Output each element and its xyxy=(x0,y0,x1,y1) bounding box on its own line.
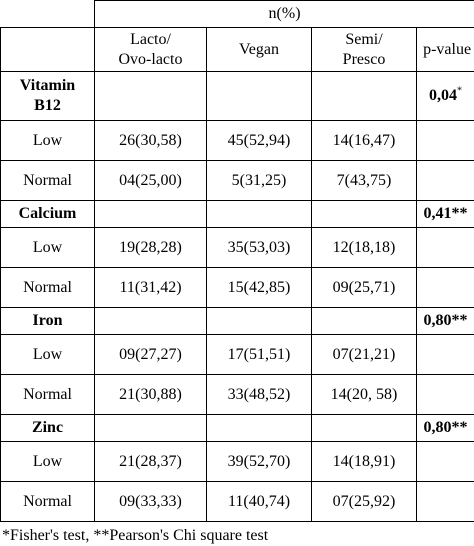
cell-semi: 09(25,71) xyxy=(312,268,417,308)
table-row xyxy=(1,482,474,522)
empty-cell xyxy=(95,72,207,121)
pvalue-vitamin-b12 xyxy=(417,72,474,121)
col-header-pvalue-label: p-value xyxy=(423,41,471,58)
group-name-line1: Vitamin xyxy=(1,76,94,96)
pvalue-calcium: 0,41** xyxy=(417,201,474,228)
row-label: Normal xyxy=(1,482,95,522)
empty-cell xyxy=(417,161,474,201)
empty-cell xyxy=(417,268,474,308)
row-label: Normal xyxy=(1,375,95,415)
group-name-iron: Iron xyxy=(1,308,95,335)
group-name-calcium: Calcium xyxy=(1,201,95,228)
group-name-vitamin-b12 xyxy=(1,72,95,121)
cell-vegan: 45(52,94) xyxy=(207,121,312,161)
group-row-zinc xyxy=(1,415,474,442)
empty-cell xyxy=(312,72,417,121)
empty-cell xyxy=(95,201,207,228)
col-header-semi xyxy=(312,28,417,72)
empty-cell xyxy=(207,415,312,442)
col-header-vegan xyxy=(207,28,312,72)
table-row xyxy=(1,375,474,415)
cell-lacto: 09(33,33) xyxy=(95,482,207,522)
cell-vegan: 39(52,70) xyxy=(207,442,312,482)
cell-vegan: 11(40,74) xyxy=(207,482,312,522)
cell-vegan: 5(31,25) xyxy=(207,161,312,201)
cell-vegan: 15(42,85) xyxy=(207,268,312,308)
empty-cell xyxy=(207,201,312,228)
empty-cell xyxy=(417,375,474,415)
col-header-pvalue xyxy=(417,28,474,72)
cell-lacto: 04(25,00) xyxy=(95,161,207,201)
cell-vegan: 35(53,03) xyxy=(207,228,312,268)
empty-cell xyxy=(417,121,474,161)
pvalue-zinc: 0,80** xyxy=(417,415,474,442)
col-header-semi-line2: Presco xyxy=(312,50,416,70)
empty-cell xyxy=(417,442,474,482)
row-label: Low xyxy=(1,442,95,482)
pvalue-text: 0,04 xyxy=(429,87,457,104)
col-header-semi-line1: Semi/ xyxy=(312,30,416,50)
cell-semi: 14(20, 58) xyxy=(312,375,417,415)
cell-lacto: 09(27,27) xyxy=(95,335,207,375)
row-label: Low xyxy=(1,121,95,161)
row-label: Normal xyxy=(1,161,95,201)
cell-vegan: 33(48,52) xyxy=(207,375,312,415)
empty-cell xyxy=(312,201,417,228)
header-row-columns xyxy=(1,28,474,72)
table-row xyxy=(1,121,474,161)
cell-semi: 07(25,92) xyxy=(312,482,417,522)
cell-semi: 14(18,91) xyxy=(312,442,417,482)
empty-cell xyxy=(417,228,474,268)
col-header-vegan-line1: Vegan xyxy=(207,40,311,60)
cell-lacto: 21(28,37) xyxy=(95,442,207,482)
cell-semi: 14(16,47) xyxy=(312,121,417,161)
cell-semi: 7(43,75) xyxy=(312,161,417,201)
cell-semi: 12(18,18) xyxy=(312,228,417,268)
cell-vegan: 17(51,51) xyxy=(207,335,312,375)
pvalue-iron: 0,80** xyxy=(417,308,474,335)
empty-cell xyxy=(417,482,474,522)
table-row xyxy=(1,335,474,375)
header-empty-cell xyxy=(1,28,95,72)
cell-lacto: 26(30,58) xyxy=(95,121,207,161)
group-row-iron xyxy=(1,308,474,335)
table-row xyxy=(1,161,474,201)
table-row xyxy=(1,228,474,268)
empty-cell xyxy=(95,415,207,442)
cell-lacto: 21(30,88) xyxy=(95,375,207,415)
span-title: n(%) xyxy=(95,1,474,28)
header-row-span xyxy=(1,1,474,28)
cell-lacto: 11(31,42) xyxy=(95,268,207,308)
row-label: Low xyxy=(1,228,95,268)
row-label: Normal xyxy=(1,268,95,308)
col-header-lacto xyxy=(95,28,207,72)
empty-cell xyxy=(207,308,312,335)
cell-semi: 07(21,21) xyxy=(312,335,417,375)
col-header-lacto-line1: Lacto/ xyxy=(95,30,206,50)
empty-cell xyxy=(207,72,312,121)
table-footnote: *Fisher's test, **Pearson's Chi square test xyxy=(0,522,474,546)
group-row-calcium xyxy=(1,201,474,228)
empty-cell xyxy=(312,415,417,442)
empty-cell xyxy=(95,308,207,335)
group-row-vitamin-b12 xyxy=(1,72,474,121)
table-row xyxy=(1,268,474,308)
empty-cell xyxy=(417,335,474,375)
pvalue-mark: * xyxy=(457,86,462,97)
row-label: Low xyxy=(1,335,95,375)
corner-cell xyxy=(1,1,95,28)
empty-cell xyxy=(312,308,417,335)
table-row xyxy=(1,442,474,482)
col-header-lacto-line2: Ovo-lacto xyxy=(95,50,206,70)
cell-lacto: 19(28,28) xyxy=(95,228,207,268)
group-name-zinc: Zinc xyxy=(1,415,95,442)
group-name-line2: B12 xyxy=(1,96,94,116)
